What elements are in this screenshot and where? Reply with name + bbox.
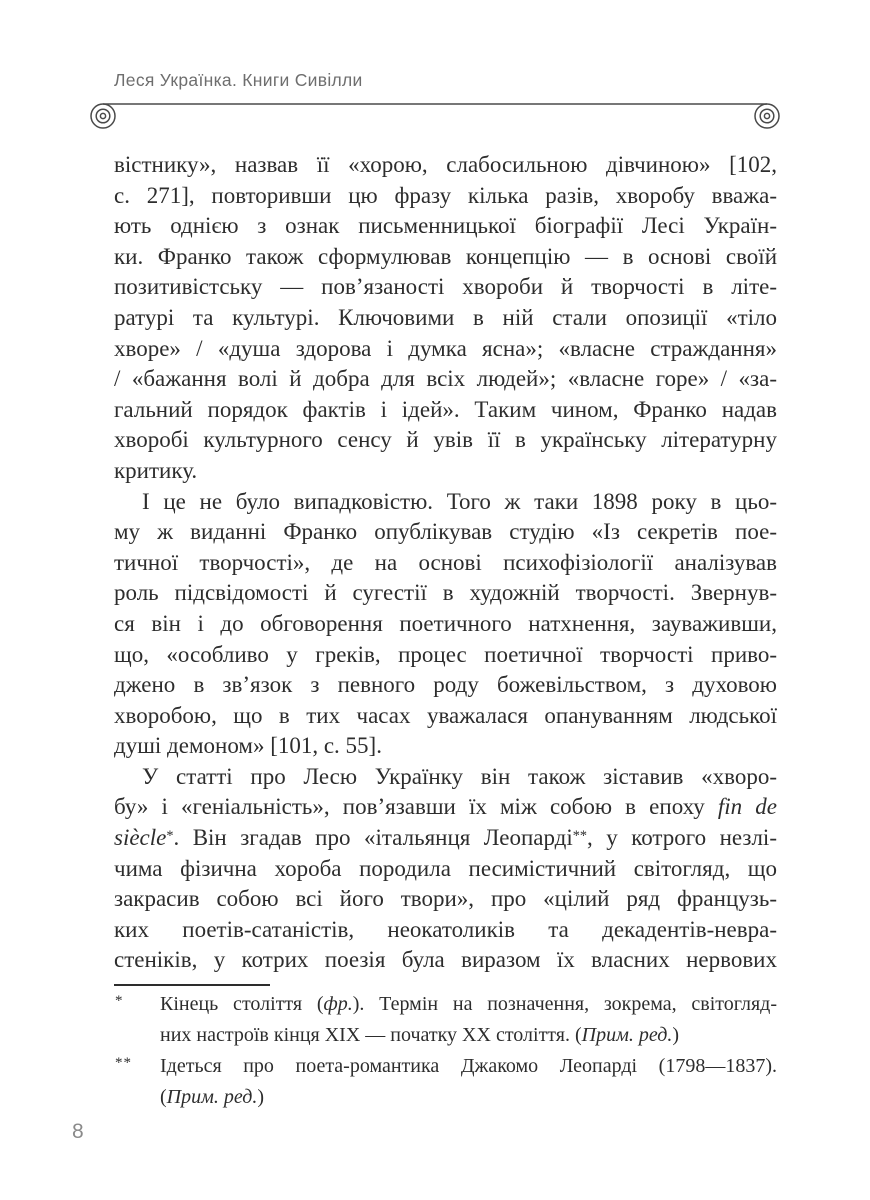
text-line: джено в зв’язок з певного роду божевільством, з духовою (114, 672, 777, 698)
text-line: ють однією з ознак письменницької біографії Лесі Україн- (114, 213, 777, 239)
text-line: позитивістську — пов’язаності хвороби й творчості в літе- (114, 274, 777, 300)
text-line: закрасив собою всі його твори», про «цілий ряд французь- (114, 886, 777, 912)
spiral-ornament-right (755, 104, 779, 128)
text-line: роль підсвідомості й сугестії в художній творчості. Звернув- (114, 580, 777, 606)
text-line: У статті про Лесю Українку він також зіставив «хворо- (142, 763, 777, 789)
text-line: Кінець століття (фр.). Термін на позначення, зокрема, світогляд- (160, 993, 777, 1015)
text-line: с. 271], повторивши цю фразу кілька разів, хворобу вважа- (114, 182, 777, 208)
footnote-separator (114, 984, 270, 986)
text-line: ся він і до обговорення поетичного натхнення, зауваживши, (114, 610, 777, 636)
text-line: му ж виданні Франко опублікував студію «Із секретів пое- (114, 519, 777, 545)
footnote (114, 1051, 777, 1113)
running-header-title: Леся Українка. Книги Сивілли (114, 70, 363, 90)
text-line: хворобою, що в тих часах уважалася опануванням людської (114, 702, 777, 728)
text-line: тичної творчості», де на основі психофізіології аналізував (114, 549, 777, 575)
text-line: душі демоном» [101, с. 55]. (114, 733, 382, 759)
text-line: (Прим. ред.) (160, 1086, 265, 1108)
text-line: хворобі культурного сенсу й увів її в українську літературну (114, 427, 777, 453)
text-line: них настроїв кінця XIX — початку XX століття. (Прим. ред.) (160, 1024, 680, 1046)
text-line: / «бажання волі й добра для всіх людей»; «власне горе» / «за- (114, 366, 777, 392)
page-number: 8 (72, 1120, 84, 1143)
text-line: чима фізична хороба породила песимістичний світогляд, що (114, 855, 777, 881)
text-line: критику. (114, 457, 198, 483)
text-line: бу» і «геніальність», пов’язавши їх між собою в епоху fin de (114, 794, 777, 820)
text-line: Ідеться про поета-романтика Джакомо Леопарді (1798—1837). (160, 1055, 777, 1077)
footnote-marker: * (115, 993, 124, 1009)
text-line: siècle*. Він згадав про «італьянця Леопарді**, у котрого незлі- (114, 825, 777, 851)
text-line: І це не було випадковістю. Того ж таки 1898 року в цьо- (142, 488, 777, 514)
text-line: ких поетів-сатаністів, неокатоликів та декадентів-невра- (114, 916, 777, 942)
text-line: що, «особливо у греків, процес поетичної творчості приво- (114, 641, 777, 667)
body-text (114, 150, 777, 976)
spiral-ornament-left (91, 104, 115, 128)
footnote-marker: ** (115, 1055, 132, 1071)
text-line: ратурі та культурі. Ключовими в ній стали опозиції «тіло (114, 304, 777, 330)
text-line: гальний порядок фактів і ідей». Таким чином, Франко надав (114, 396, 777, 422)
footnotes (114, 989, 777, 1113)
text-line: ки. Франко також сформулював концепцію — в основі своїй (114, 243, 777, 269)
header-rule-ornament (86, 99, 784, 133)
text-line: хворе» / «душа здорова і думка ясна»; «власне страждання» (114, 335, 777, 361)
footnote (114, 989, 777, 1051)
text-line: стеніків, у котрих поезія була виразом їх власних нервових (114, 947, 777, 973)
text-line: вістнику», назвав її «хорою, слабосильною дівчиною» [102, (114, 152, 777, 177)
